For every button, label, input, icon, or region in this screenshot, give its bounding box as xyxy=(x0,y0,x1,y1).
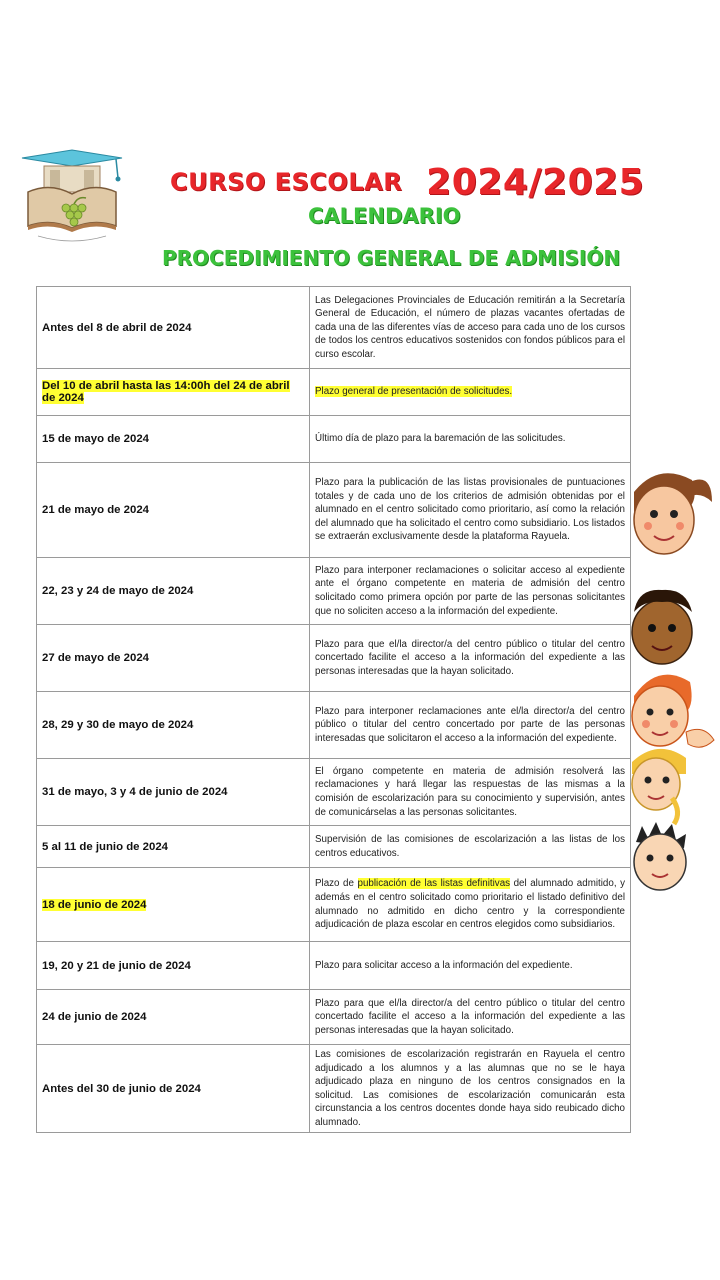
table-row xyxy=(37,942,631,990)
table-row xyxy=(37,558,631,625)
row-description: Plazo para interponer reclamaciones o solicitar acceso al expediente ante el órgano competente en materia de admisión del centro solicitado como primera opción por parte de las personas solicitantes que no soliciten acceso a la información del expediente. xyxy=(310,558,631,625)
table-row xyxy=(37,868,631,942)
title-year: 2024/2025 xyxy=(426,162,645,203)
calendar-subtitle: CALENDARIO xyxy=(308,204,461,228)
row-description xyxy=(310,369,631,416)
table-row xyxy=(37,990,631,1045)
highlighted-date: Del 10 de abril hasta las 14:00h del 24 de abril de 2024 xyxy=(42,380,290,404)
row-date: 28, 29 y 30 de mayo de 2024 xyxy=(37,692,310,759)
kid-2-face xyxy=(632,590,692,664)
row-date xyxy=(37,868,310,942)
highlighted-text: publicación de las listas definitivas xyxy=(357,878,511,890)
school-logo xyxy=(16,148,128,248)
row-date xyxy=(37,369,310,416)
table-row xyxy=(37,369,631,416)
row-description: Supervisión de las comisiones de escolarización a las listas de los centros educativos. xyxy=(310,826,631,868)
row-date: 31 de mayo, 3 y 4 de junio de 2024 xyxy=(37,759,310,826)
row-description: El órgano competente en materia de admisión resolverá las reclamaciones y hará llegar las respuestas de las mismas a la comisión de escolarización para su conocimiento y supervisión, antes de comunicárselas a las personas solicitantes. xyxy=(310,759,631,826)
highlighted-text: Plazo general de presentación de solicitudes. xyxy=(315,386,513,398)
row-date: Antes del 30 de junio de 2024 xyxy=(37,1045,310,1133)
table-row xyxy=(37,1045,631,1133)
procedure-heading: PROCEDIMIENTO GENERAL DE ADMISIÓN xyxy=(162,246,621,270)
row-description: Último día de plazo para la baremación de las solicitudes. xyxy=(310,416,631,463)
row-date: 24 de junio de 2024 xyxy=(37,990,310,1045)
table-row xyxy=(37,287,631,369)
row-description: Plazo para solicitar acceso a la información del expediente. xyxy=(310,942,631,990)
kid-4-face xyxy=(632,749,686,824)
row-date: 22, 23 y 24 de mayo de 2024 xyxy=(37,558,310,625)
row-date: 5 al 11 de junio de 2024 xyxy=(37,826,310,868)
row-description: Las comisiones de escolarización registrarán en Rayuela el centro adjudicado a los alumnos y a las alumnas que no se le haya adjudicado plaza en ninguno de los centros consignados en la solicitud. Las comisiones de escolarización comunicarán esta circunstancia a los centros docentes donde haya sido reubicado dicho alumnado. xyxy=(310,1045,631,1133)
table-row xyxy=(37,463,631,558)
kid-1-face xyxy=(634,473,712,554)
row-description: Plazo para que el/la director/a del centro público o titular del centro concertado facilite el acceso a la información del expediente a las personas interesadas que la hayan solicitado. xyxy=(310,990,631,1045)
row-date: 19, 20 y 21 de junio de 2024 xyxy=(37,942,310,990)
row-description: Plazo para que el/la director/a del centro público o titular del centro concertado facilite el acceso a la información del expediente a las personas interesadas que la hayan solicitado. xyxy=(310,625,631,692)
page-title xyxy=(170,158,645,203)
row-description: Plazo para interponer reclamaciones ante el/la director/a del centro público o titular del centro concertado por parte de las personas interesadas que solicitaron el acceso a la información del expediente. xyxy=(310,692,631,759)
row-date: 15 de mayo de 2024 xyxy=(37,416,310,463)
table-row xyxy=(37,692,631,759)
row-description: Plazo de publicación de las listas definitivas del alumnado admitido, y además en el centro solicitado como prioritario el listado definitivo del alumnado no admitido en dicho centro y la correspondiente adjudicación de plaza escolar en centros elegidos como subsidiarios. xyxy=(310,868,631,942)
kid-5-face xyxy=(634,822,686,890)
calendar-table xyxy=(36,286,631,1133)
table-row xyxy=(37,826,631,868)
row-date: 27 de mayo de 2024 xyxy=(37,625,310,692)
row-date: Antes del 8 de abril de 2024 xyxy=(37,287,310,369)
table-row xyxy=(37,625,631,692)
table-row xyxy=(37,759,631,826)
row-description: Las Delegaciones Provinciales de Educación remitirán a la Secretaría General de Educación, el número de plazas vacantes ofertadas de cada una de las diferentes vías de acceso para cada uno de los cursos de todos los centros educativos sostenidos con fondos públicos para el curso escolar. xyxy=(310,287,631,369)
kid-3-face xyxy=(632,675,714,748)
highlighted-date: 18 de junio de 2024 xyxy=(42,898,147,911)
table-row xyxy=(37,416,631,463)
row-date: 21 de mayo de 2024 xyxy=(37,463,310,558)
row-description: Plazo para la publicación de las listas provisionales de puntuaciones totales y de cada uno de los criterios de admisión obtenidas por el alumnado en el centro solicitado como prioritario, así como la relación del alumnado que ha solicitado el centro como subsidiario. Los listados se extraerán exclusivamente desde la plataforma Rayuela. xyxy=(310,463,631,558)
cartoon-kids-illustration xyxy=(628,462,720,902)
title-prefix: CURSO ESCOLAR xyxy=(170,168,403,196)
